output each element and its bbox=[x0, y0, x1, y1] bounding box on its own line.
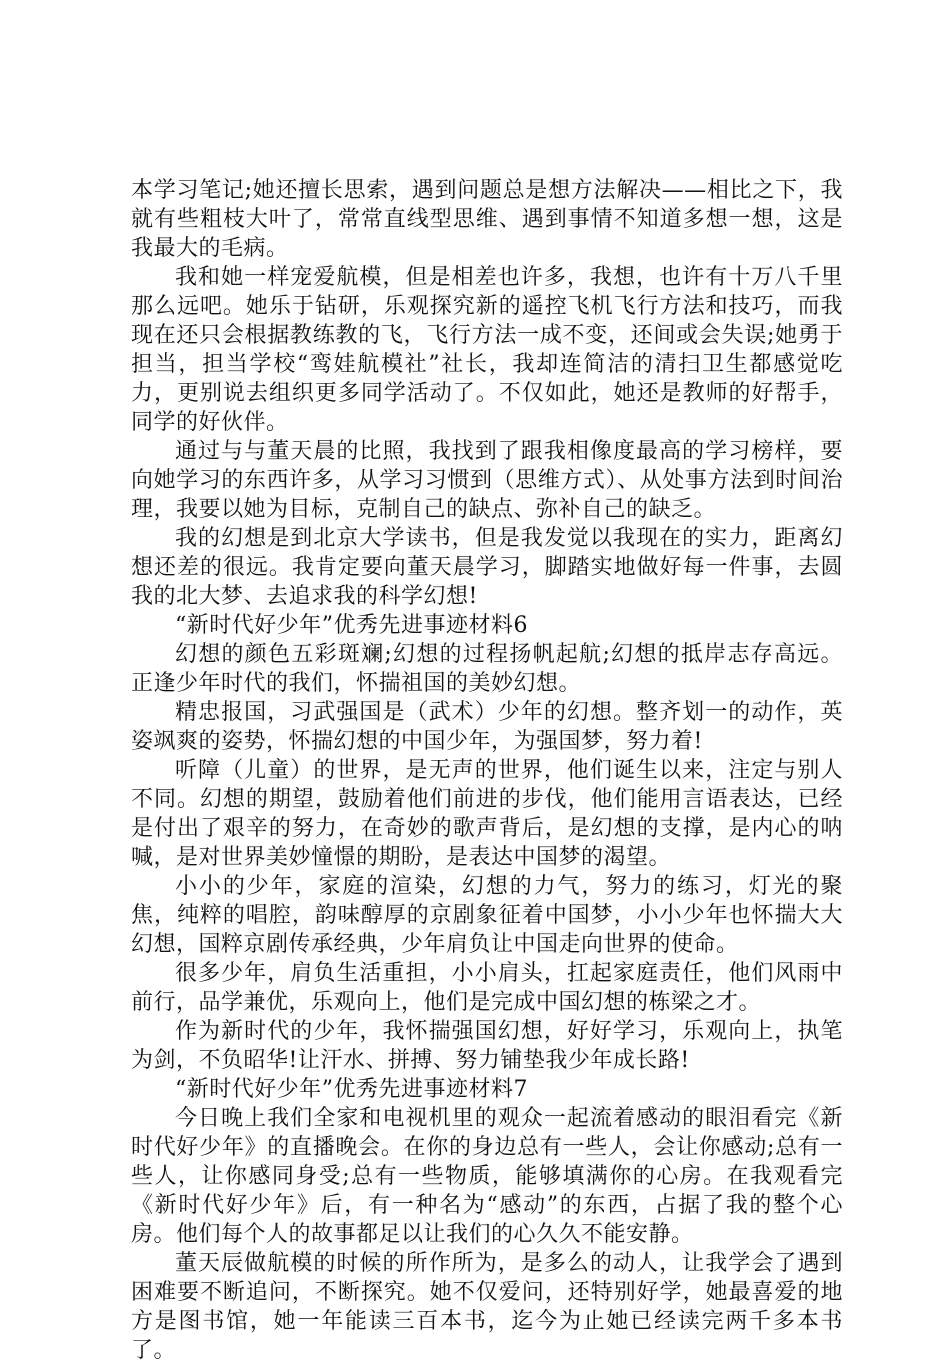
document-body bbox=[131, 176, 843, 1365]
paragraph: 通过与与董天晨的比照，我找到了跟我相像度最高的学习榜样，要向她学习的东西许多，从学习习惯到（思维方式）、从处事方法到时间治理，我要以她为目标，克制自己的缺点、弥补自己的缺乏。 bbox=[131, 439, 843, 522]
paragraph: 本学习笔记;她还擅长思索，遇到问题总是想方法解决——相比之下，我就有些粗枝大叶了，常常直线型思维、遇到事情不知道多想一想，这是我最大的毛病。 bbox=[131, 178, 843, 261]
paragraph: 作为新时代的少年，我怀揣强国幻想，好好学习，乐观向上，执笔为剑，不负昭华!让汗水、拼搏、努力铺垫我少年成长路! bbox=[131, 1019, 843, 1073]
paragraph: 我的幻想是到北京大学读书，但是我发觉以我现在的实力，距离幻想还差的很远。我肯定要向董天晨学习，脚踏实地做好每一件事，去圆我的北大梦、去追求我的科学幻想! bbox=[131, 526, 843, 609]
paragraph: 精忠报国，习武强国是（武术）少年的幻想。整齐划一的动作，英姿飒爽的姿势，怀揣幻想的中国少年，为强国梦，努力着! bbox=[131, 700, 843, 754]
paragraph: 我和她一样宠爱航模，但是相差也许多，我想，也许有十万八千里那么远吧。她乐于钻研，乐观探究新的遥控飞机飞行方法和技巧，而我现在还只会根据教练教的飞，飞行方法一成不变，还间或会失误;她勇于担当，担当学校“鸾娃航模社”社长，我却连简洁的清扫卫生都感觉吃力，更别说去组织更多同学活动了。不仅如此，她还是教师的好帮手，同学的好伙伴。 bbox=[131, 265, 843, 435]
paragraph: 小小的少年，家庭的渲染，幻想的力气，努力的练习，灯光的聚焦，纯粹的唱腔，韵味醇厚的京剧象征着中国梦，小小少年也怀揣大大幻想，国粹京剧传承经典，少年肩负让中国走向世界的使命。 bbox=[131, 874, 843, 957]
paragraph: 今日晚上我们全家和电视机里的观众一起流着感动的眼泪看完《新时代好少年》的直播晚会。在你的身边总有一些人，会让你感动;总有一些人，让你感同身受;总有一些物质，能够填满你的心房。在我观看完《新时代好少年》后，有一种名为“感动”的东西，占据了我的整个心房。他们每个人的故事都足以让我们的心久久不能安静。 bbox=[131, 1106, 843, 1247]
section-heading: “新时代好少年”优秀先进事迹材料6 bbox=[175, 613, 528, 638]
paragraph: 董天辰做航模的时候的所作所为，是多么的动人，让我学会了遇到困难要不断追问，不断探究。她不仅爱问，还特别好学，她最喜爱的地方是图书馆，她一年能读三百本书，迄今为止她已经读完两千多本书了。 bbox=[131, 1251, 843, 1363]
paragraph: 幻想的颜色五彩斑斓;幻想的过程扬帆起航;幻想的抵岸志存高远。正逢少年时代的我们，怀揣祖国的美妙幻想。 bbox=[131, 642, 843, 696]
section-heading: “新时代好少年”优秀先进事迹材料7 bbox=[175, 1077, 528, 1102]
paragraph: 听障（儿童）的世界，是无声的世界，他们诞生以来，注定与别人不同。幻想的期望，鼓励着他们前进的步伐，他们能用言语表达，已经是付出了艰辛的努力，在奇妙的歌声背后，是幻想的支撑，是内心的呐喊，是对世界美妙憧憬的期盼，是表达中国梦的渴望。 bbox=[131, 758, 843, 870]
paragraph: 很多少年，肩负生活重担，小小肩头，扛起家庭责任，他们风雨中前行，品学兼优，乐观向上，他们是完成中国幻想的栋梁之才。 bbox=[131, 961, 843, 1015]
